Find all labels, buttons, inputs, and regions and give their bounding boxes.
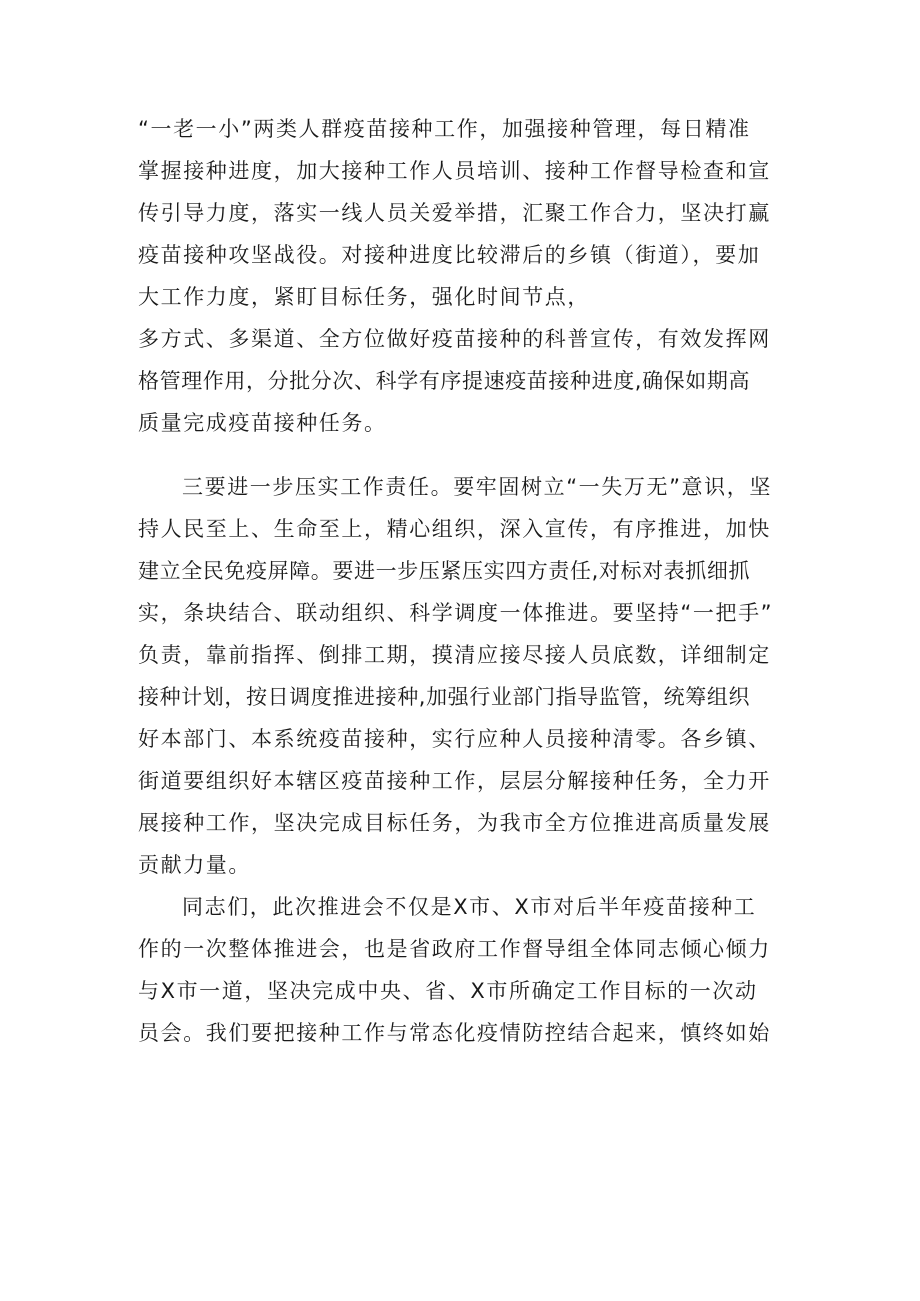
paragraph-1 — [138, 108, 798, 318]
document-body — [138, 108, 798, 1054]
text-line: 贡献力量。 — [138, 853, 251, 877]
text-line: 展接种工作，坚决完成目标任务，为我市全方位推进高质量发展 — [138, 811, 771, 835]
text-line: 街道要组织好本辖区疫苗接种工作，层层分解接种任务，全力开 — [138, 769, 771, 793]
text-line: 传引导力度，落实一线人员关爱举措，汇聚工作合力，坚决打赢 — [138, 201, 771, 225]
text-line: 格管理作用，分批分次、科学有序提速疫苗接种进度,确保如期高 — [138, 369, 751, 393]
text-line: 作的一次整体推进会，也是省政府工作督导组全体同志倾心倾力 — [138, 937, 771, 961]
text-line: 建立全民免疫屏障。要进一步压紧压实四方责任,对标对表抓细抓 — [138, 559, 751, 583]
text-line: 接种计划，按日调度推进接种,加强行业部门指导监管，统筹组织 — [138, 685, 751, 709]
text-line: 大工作力度，紧盯目标任务，强化时间节点， — [138, 285, 590, 309]
text-line: 多方式、多渠道、全方位做好疫苗接种的科普宣传，有效发挥网 — [138, 327, 771, 351]
text-line: 同志们，此次推进会不仅是X市、X市对后半年疫苗接种工 — [182, 895, 757, 919]
text-line: 疫苗接种攻坚战役。对接种进度比较滞后的乡镇（街道），要加 — [138, 243, 761, 267]
text-line: 持人民至上、生命至上，精心组织，深入宣传，有序推进，加快 — [138, 517, 771, 541]
text-line: 三要进一步压实工作责任。要牢固树立“一失万无”意识，坚 — [182, 475, 772, 499]
text-line: 好本部门、本系统疫苗接种，实行应种人员接种清零。各乡镇、 — [138, 727, 771, 751]
text-line: 员会。我们要把接种工作与常态化疫情防控结合起来，慎终如始 — [138, 1021, 771, 1045]
text-line: 质量完成疫苗接种任务。 — [138, 411, 387, 435]
text-line: “一老一小”两类人群疫苗接种工作，加强接种管理，每日精准 — [138, 117, 751, 141]
paragraph-4 — [138, 886, 798, 1054]
paragraph-3 — [138, 466, 798, 886]
text-line: 掌握接种进度，加大接种工作人员培训、接种工作督导检查和宣 — [138, 159, 771, 183]
text-line: 与X市一道，坚决完成中央、省、X市所确定工作目标的一次动 — [138, 979, 758, 1003]
text-line: 实，条块结合、联动组织、科学调度一体推进。要坚持“一把手” — [138, 601, 774, 625]
paragraph-2 — [138, 318, 798, 444]
text-line: 负责，靠前指挥、倒排工期，摸清应接尽接人员底数，详细制定 — [138, 643, 771, 667]
